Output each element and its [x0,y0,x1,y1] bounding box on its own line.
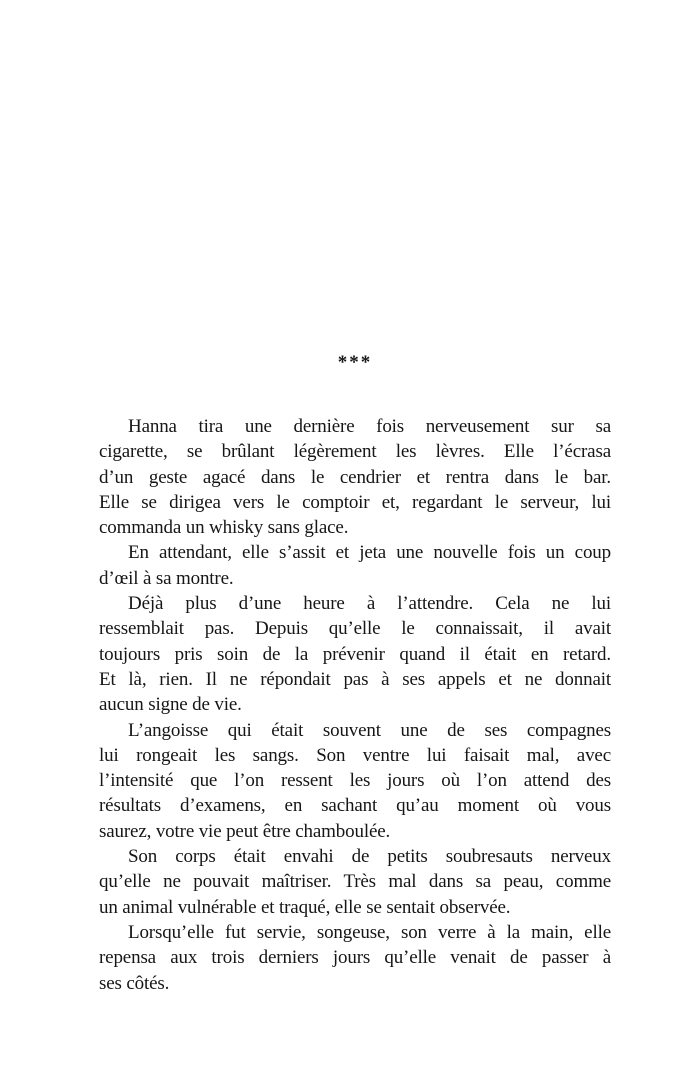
text-line: Et là, rien. Il ne répondait pas à ses appels et ne donnait [99,668,611,690]
section-break: *** [337,352,373,373]
text-line: En attendant, elle s’assit et jeta une nouvelle fois un coup [128,542,611,564]
text-line: aucun signe de vie. [99,694,242,716]
text-line: d’un geste agacé dans le cendrier et rentra dans le bar. [99,466,611,488]
paragraph [99,591,611,717]
body-text [99,414,611,996]
paragraph [99,414,611,540]
paragraph [99,540,611,591]
text-line: commanda un whisky sans glace. [99,517,349,539]
text-line: Lorsqu’elle fut servie, songeuse, son verre à la main, elle [128,921,611,943]
paragraph [99,920,611,996]
paragraph [99,844,611,920]
text-line: un animal vulnérable et traqué, elle se sentait observée. [99,896,511,918]
text-line: ses côtés. [99,972,170,994]
text-line: Elle se dirigea vers le comptoir et, regardant le serveur, lui [99,491,611,513]
text-line: toujours pris soin de la prévenir quand il était en retard. [99,643,611,665]
text-line: lui rongeait les sangs. Son ventre lui faisait mal, avec [99,744,611,766]
text-line: résultats d’examens, en sachant qu’au moment où vous [99,795,611,817]
text-line: ressemblait pas. Depuis qu’elle le connaissait, il avait [99,618,611,640]
paragraph [99,718,611,844]
text-line: saurez, votre vie peut être chamboulée. [99,820,391,842]
text-line: cigarette, se brûlant légèrement les lèvres. Elle l’écrasa [99,441,611,463]
text-line: L’angoisse qui était souvent une de ses compagnes [128,719,611,741]
text-line: Déjà plus d’une heure à l’attendre. Cela ne lui [128,593,611,615]
text-line: repensa aux trois derniers jours qu’elle venait de passer à [99,947,611,969]
text-line: d’œil à sa montre. [99,567,234,589]
text-line: Son corps était envahi de petits soubresauts nerveux [128,846,611,868]
text-line: Hanna tira une dernière fois nerveusement sur sa [128,416,611,437]
text-line: l’intensité que l’on ressent les jours où l’on attend des [99,770,611,792]
text-line: qu’elle ne pouvait maîtriser. Très mal dans sa peau, comme [99,871,611,893]
